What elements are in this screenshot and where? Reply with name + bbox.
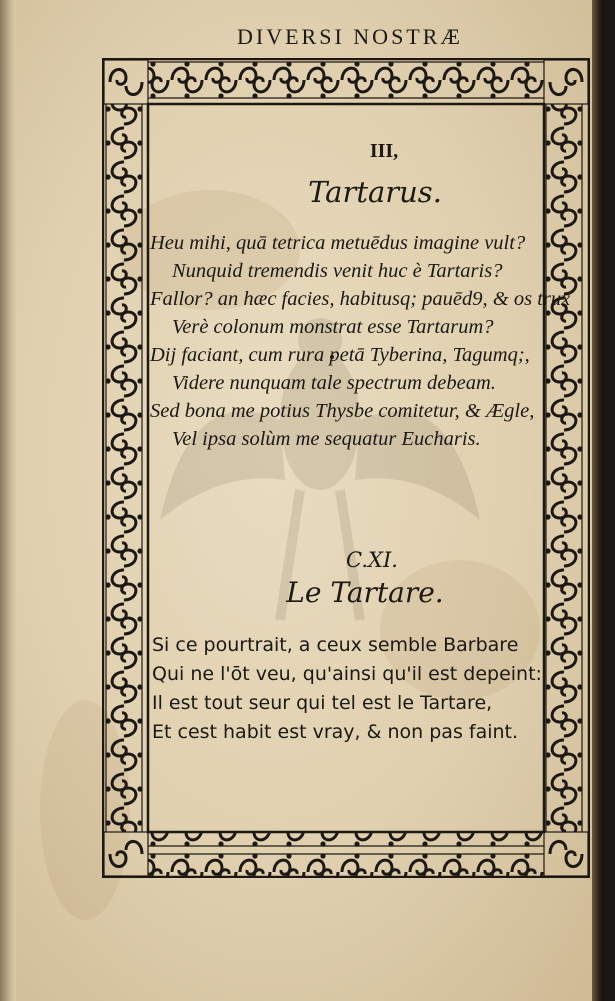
page-edge xyxy=(592,0,604,1001)
latin-line: Vel ipsa solùm me sequatur Eucharis. xyxy=(172,428,481,450)
french-line: Il est tout seur qui tel est le Tartare, xyxy=(152,692,493,714)
latin-line: Nunquid tremendis venit huc è Tartaris? xyxy=(172,260,503,282)
emblem-text-block xyxy=(150,140,570,747)
latin-line: Dij faciant, cum rura petā Tyberina, Tagumq;, xyxy=(150,344,530,366)
page-gutter xyxy=(0,0,16,1001)
french-line: Et cest habit est vray, & non pas faint. xyxy=(152,721,519,743)
french-line: Qui ne l'ōt veu, qu'ainsi qu'il est depeint: xyxy=(152,663,542,685)
latin-line: Fallor? an hæc facies, habitusq; pauēd9, & os trux xyxy=(150,288,571,310)
latin-verse xyxy=(150,229,570,453)
latin-line: Heu mihi, quā tetrica metuēdus imagine vult? xyxy=(150,232,526,254)
running-head: DIVERSI NOSTRÆ xyxy=(237,24,463,49)
latin-line: Sed bona me potius Thysbe comitetur, & Ægle, xyxy=(150,400,535,422)
french-number: C.XI. xyxy=(346,548,398,572)
french-verse xyxy=(152,631,570,747)
emblem-number: III, xyxy=(369,140,399,162)
latin-title: Tartarus. xyxy=(308,175,442,209)
latin-line: Videre nunquam tale spectrum debeam. xyxy=(172,372,496,394)
french-title: Le Tartare. xyxy=(286,576,444,609)
latin-line: Verè colonum monstrat esse Tartarum? xyxy=(172,316,494,338)
french-line: Si ce pourtrait, a ceux semble Barbare xyxy=(152,634,519,656)
